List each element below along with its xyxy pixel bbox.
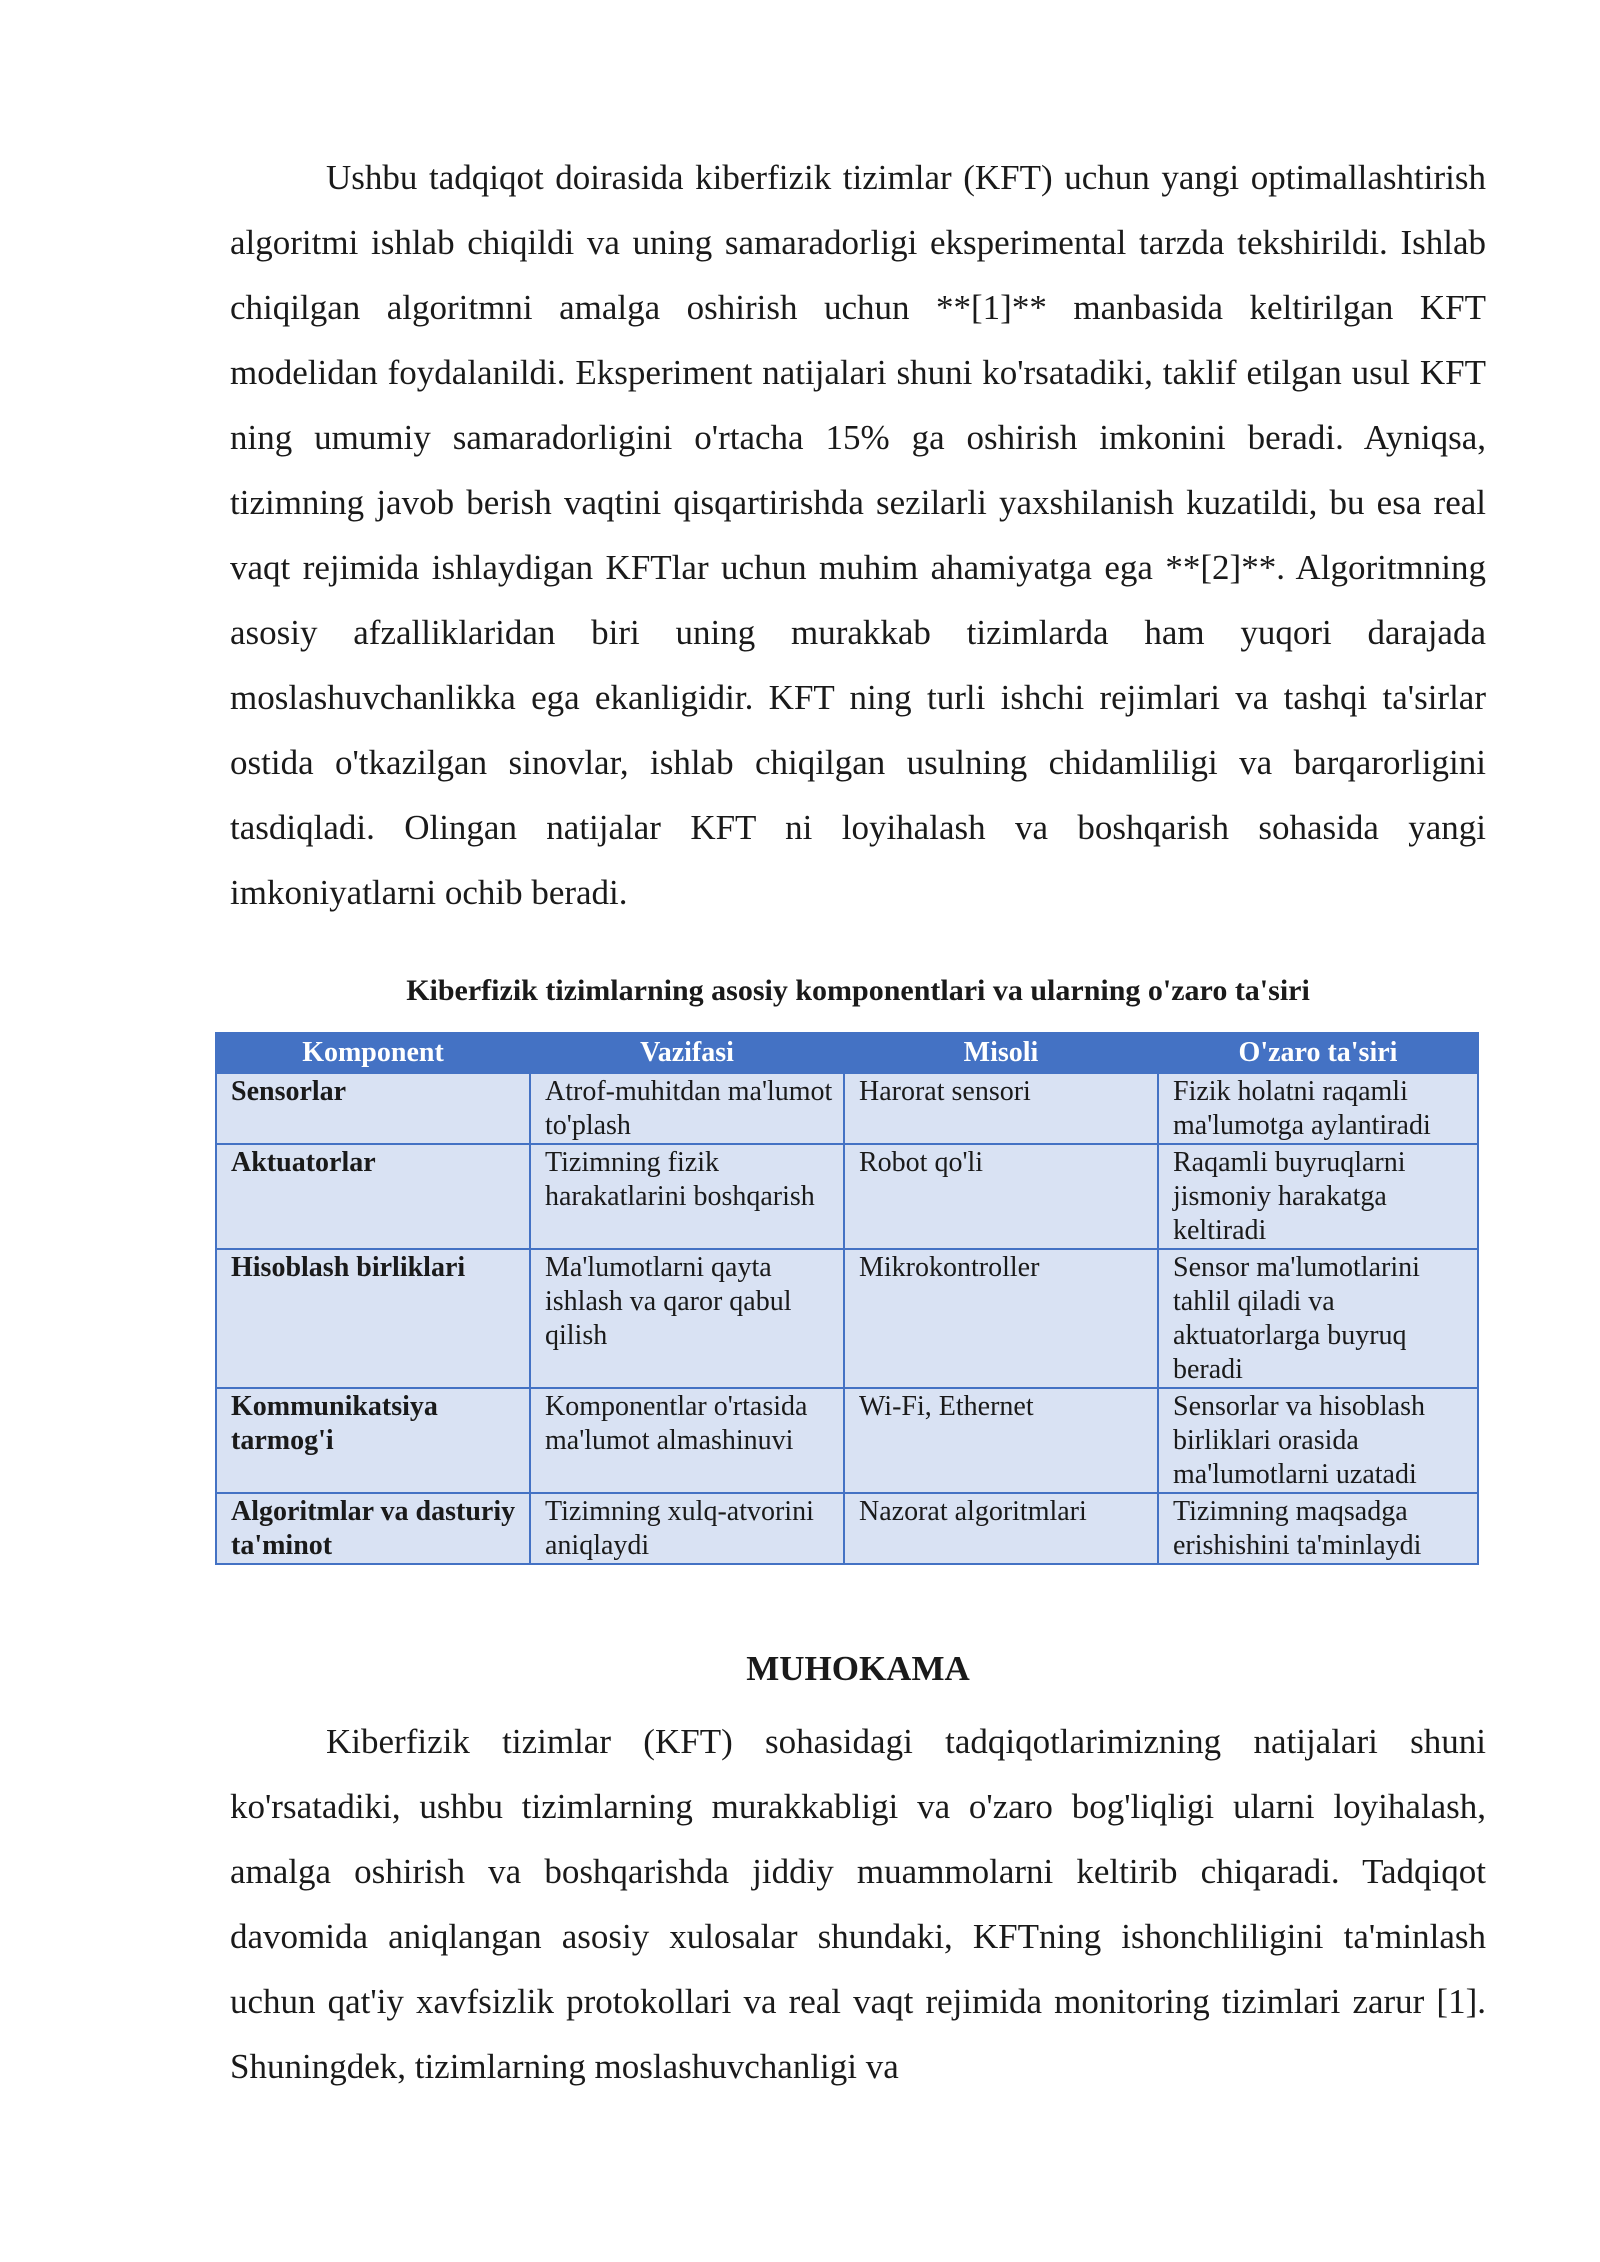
cell-ozaro-tasiri: Sensorlar va hisoblash birliklari orasida ma'lumotlarni uzatadi bbox=[1158, 1388, 1478, 1493]
cell-misoli: Harorat sensori bbox=[844, 1073, 1158, 1144]
cell-ozaro-tasiri: Sensor ma'lumotlarini tahlil qiladi va aktuatorlarga buyruq beradi bbox=[1158, 1249, 1478, 1388]
header-misoli: Misoli bbox=[844, 1033, 1158, 1073]
cell-komponent: Algoritmlar va dasturiy ta'minot bbox=[216, 1493, 530, 1564]
cell-vazifasi: Komponentlar o'rtasida ma'lumot almashinuvi bbox=[530, 1388, 844, 1493]
table-row bbox=[216, 1388, 1478, 1493]
table-caption: Kiberfizik tizimlarning asosiy komponentlari va ularning o'zaro ta'siri bbox=[406, 974, 1310, 1007]
cell-misoli: Robot qo'li bbox=[844, 1144, 1158, 1249]
cell-vazifasi: Tizimning fizik harakatlarini boshqarish bbox=[530, 1144, 844, 1249]
cell-vazifasi: Atrof-muhitdan ma'lumot to'plash bbox=[530, 1073, 844, 1144]
table-row bbox=[216, 1144, 1478, 1249]
cell-komponent: Hisoblash birliklari bbox=[216, 1249, 530, 1388]
table-row bbox=[216, 1073, 1478, 1144]
cell-misoli: Mikrokontroller bbox=[844, 1249, 1158, 1388]
header-komponent: Komponent bbox=[216, 1033, 530, 1073]
cell-ozaro-tasiri: Tizimning maqsadga erishishini ta'minlaydi bbox=[1158, 1493, 1478, 1564]
header-ozaro-tasiri: O'zaro ta'siri bbox=[1158, 1033, 1478, 1073]
section-heading: MUHOKAMA bbox=[746, 1649, 970, 1688]
cell-misoli: Wi-Fi, Ethernet bbox=[844, 1388, 1158, 1493]
results-paragraph: Ushbu tadqiqot doirasida kiberfizik tizimlar (KFT) uchun yangi optimallashtirish algoritmi ishlab chiqildi va uning samaradorligi eksperimental tarzda tekshirildi. Ishlab chiqilgan algoritmni amalga oshirish uchun **[1]** manbasida keltirilgan KFT modelidan foydalanildi. Eksperiment natijalari shuni ko'rsatadiki, taklif etilgan usul KFT ning umumiy samaradorligini o'rtacha 15% ga oshirish imkonini beradi. Ayniqsa, tizimning javob berish vaqtini qisqartirishda sezilarli yaxshilanish kuzatildi, bu esa real vaqt rejimida ishlaydigan KFTlar uchun muhim ahamiyatga ega **[2]**. Algoritmning asosiy afzalliklaridan biri uning murakkab tizimlarda ham yuqori darajada moslashuvchanlikka ega ekanligidir. KFT ning turli ishchi rejimlari va tashqi ta'sirlar ostida o'tkazilgan sinovlar, ishlab chiqilgan usulning chidamliligi va barqarorligini tasdiqladi. Olingan natijalar KFT ni loyihalash va boshqarish sohasida yangi imkoniyatlarni ochib beradi. bbox=[230, 158, 1486, 912]
components-table bbox=[215, 1032, 1479, 1565]
table-header-row bbox=[216, 1033, 1478, 1073]
cell-misoli: Nazorat algoritmlari bbox=[844, 1493, 1158, 1564]
table-row bbox=[216, 1249, 1478, 1388]
discussion-paragraph: Kiberfizik tizimlar (KFT) sohasidagi tadqiqotlarimizning natijalari shuni ko'rsatadiki, ushbu tizimlarning murakkabligi va o'zaro bog'liqligi ularni loyihalash, amalga oshirish va boshqarishda jiddiy muammolarni keltirib chiqaradi. Tadqiqot davomida aniqlangan asosiy xulosalar shundaki, KFTning ishonchliligini ta'minlash uchun qat'iy xavfsizlik protokollari va real vaqt rejimida monitoring tizimlari zarur [1]. Shuningdek, tizimlarning moslashuvchanligi va bbox=[230, 1722, 1486, 2086]
header-vazifasi: Vazifasi bbox=[530, 1033, 844, 1073]
cell-ozaro-tasiri: Raqamli buyruqlarni jismoniy harakatga keltiradi bbox=[1158, 1144, 1478, 1249]
document-page bbox=[230, 145, 1486, 2099]
cell-vazifasi: Ma'lumotlarni qayta ishlash va qaror qabul qilish bbox=[530, 1249, 844, 1388]
cell-komponent: Aktuatorlar bbox=[216, 1144, 530, 1249]
cell-vazifasi: Tizimning xulq-atvorini aniqlaydi bbox=[530, 1493, 844, 1564]
cell-komponent: Sensorlar bbox=[216, 1073, 530, 1144]
table-row bbox=[216, 1493, 1478, 1564]
cell-komponent: Kommunikatsiya tarmog'i bbox=[216, 1388, 530, 1493]
cell-ozaro-tasiri: Fizik holatni raqamli ma'lumotga aylantiradi bbox=[1158, 1073, 1478, 1144]
